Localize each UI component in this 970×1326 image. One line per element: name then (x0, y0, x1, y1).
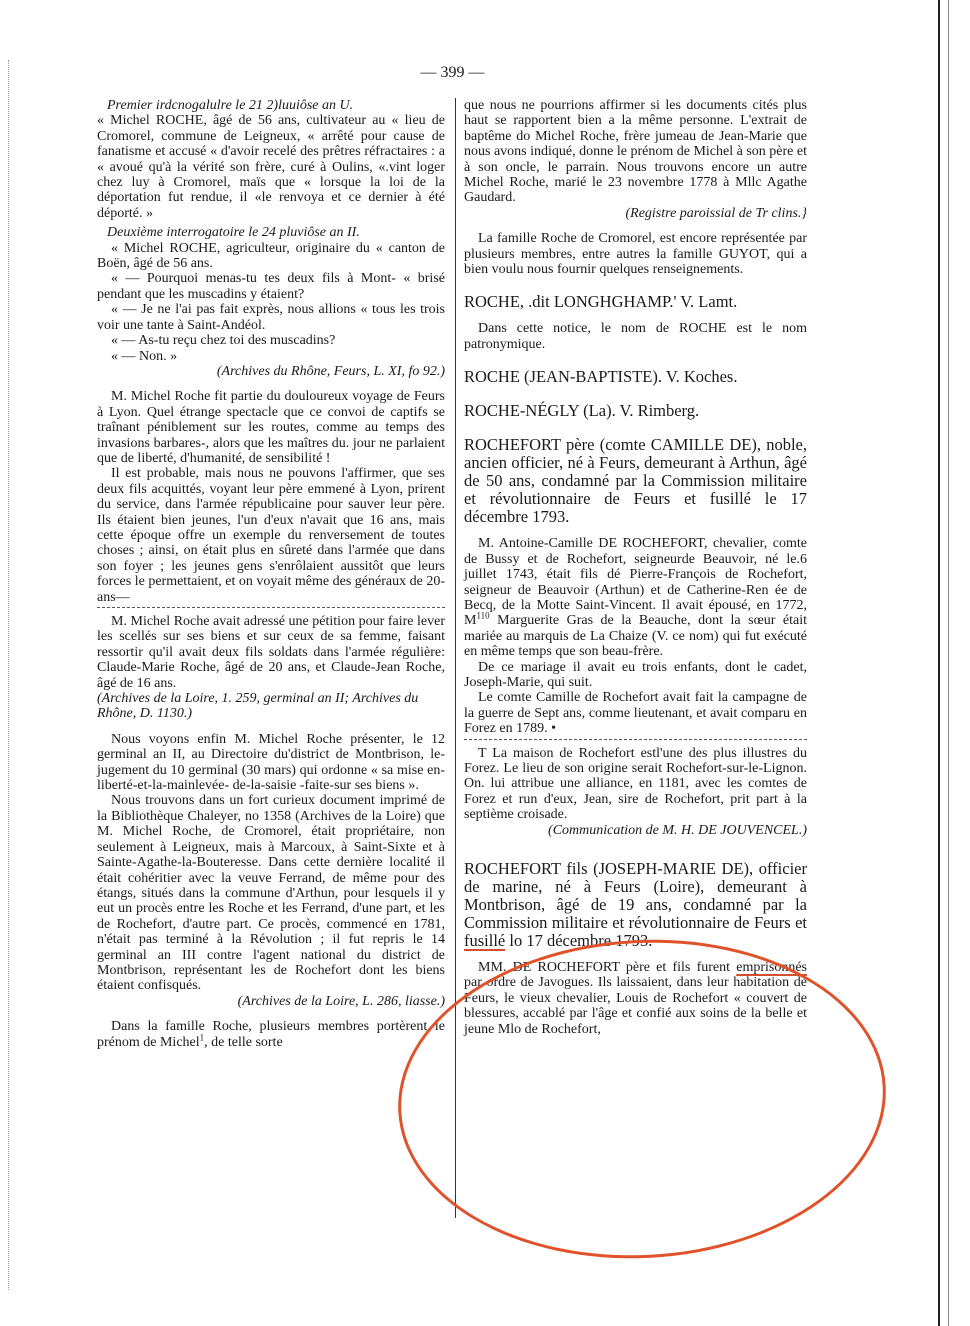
source-citation: (Archives de la Loire, L. 286, liasse.) (237, 993, 445, 1009)
footnote-marker: 1 (199, 1031, 205, 1042)
body-paragraph: MM. DE ROCHEFORT père et fils furent emprisonnés par ordre de Javogues. Ils laissaient, dans leur habitation de Feurs, le vieux chevalier, Louis de Rochefort « couvert de blessures, accablé par l'âge et confié aux soins de la belle et jeune Mlo de Rochefort, (464, 960, 807, 1037)
body-paragraph: M. Michel Roche avait adressé une pétition pour faire lever les scellés sur ses biens et sur ceux de sa femme, faisant ressortir qu'il avait deux fils soldats dans l'armée régulière: Claude-Marie Roche, âgé de 20 ans, et Claude-Jean Roche, âgé de 16 ans. (97, 614, 445, 691)
entry-heading: ROCHEFORT père (comte CAMILLE DE), noble, ancien officier, né à Feurs, demeurant à Arthun, âgé de 50 ans, condamné par la Commission militaire et révolutionnaire de Feurs et fusillé le 17 décembre 1793. (464, 435, 807, 527)
body-paragraph: De ce mariage il avait eu trois enfants, dont le cadet, Joseph-Marie, qui suit. (464, 659, 807, 690)
interrogation-heading-1: Premier irdcnogalulre le 21 2)luuiôse an U. (107, 98, 354, 113)
interrogation-heading-2: Deuxième interrogatoire le 24 pluviôse an II. (107, 225, 360, 241)
underlined-word: emprisonnés (736, 960, 807, 975)
entry-heading: ROCHE (JEAN-BAPTISTE). V. Koches. (464, 367, 738, 387)
quote-paragraph: « — Je ne l'ai pas fait exprès, nous allions « tous les trois voir une tante à Saint-Andéol. (97, 302, 445, 333)
body-paragraph: que nous ne pourrions affirmer si les documents cités plus haut se rapportent bien a la même personne. L'extrait de baptême do Michel Roche, frère jumeau de Jean-Marie que nous avons indiqué, donne le prénom de Michel à son père et à son oncle, le parrain. Nous trouvons encore un autre Michel Roche, marié le 23 novembre 1778 à Mllc Agathe Gaudard. (464, 98, 807, 206)
body-paragraph: La famille Roche de Cromorel, est encore représentée par plusieurs membres, entre autres la famille GUYOT, qui a bien voulu nous fournir quelques renseignements. (464, 231, 807, 278)
body-paragraph: T La maison de Rochefort estl'une des plus illustres du Forez. Le lieu de son origine serait Rochefort-sur-le-Lignon. On. lui attribue une alliance, en 1181, avec les comtes de Forez et run d'eux, Jean, sire de Rochefort, prit part à la septième croisade. (464, 745, 807, 823)
page-number: — 399 — (420, 64, 485, 81)
entry-heading: ROCHE-NÉGLY (La). V. Rimberg. (464, 401, 700, 421)
quote-paragraph: « — Non. » (111, 348, 178, 364)
quote-paragraph: « — As-tu reçu chez toi des muscadins? (111, 333, 336, 349)
superscript: 110 (476, 610, 490, 621)
body-paragraph: M. Michel Roche fit partie du douloureux voyage de Feurs à Lyon. Quel étrange spectacle que ce convoi de captifs se traînant péniblement sur les routes, comme au temps des invasions barbares-, alors que les maîtres du. jour ne parlaient que de liberté, d'humanité, de sensibilité ! (97, 389, 445, 466)
left-margin-line (8, 60, 9, 1290)
body-paragraph: Le comte Camille de Rochefort avait fait la campagne de la guerre de Sept ans, comme lieutenant, et avait comparu en Forez en 1789. • (464, 690, 807, 737)
source-citation: (Communication de M. H. DE JOUVENCEL.) (548, 822, 807, 838)
body-paragraph: Dans la famille Roche, plusieurs membres portèrent le prénom de Michel$^1$, de telle sorte (97, 1019, 445, 1050)
dashed-rule (464, 739, 807, 740)
body-paragraph: Il est probable, mais nous ne pouvons l'affirmer, que ses deux fils acquittés, voyant leur père emmené à Lyon, prirent du service, dans l'armée républicaine pour sauver leur père. Ils étaient bien jeunes, l'un d'eux n'avait que 16 ans, mais cette époque offre un exemple du renversement de toutes choses ; ainsi, on était plus en sûreté dans l'armée que dans son foyer ; les jeunes gens s'enrôlaient aussitôt que leurs forces le permettaient, et on voyait même des généraux de 20-ans— (97, 466, 445, 605)
body-paragraph: M. Antoine-Camille DE ROCHEFORT, chevalier, comte de Bussy et de Rochefort, seigneurde Beauvoir, né le.6 juillet 1743, était fils dé Pierre-François de Rochefort, seigneur de Beauvoir (Arthun) et de Catherine-Ren ée de Becq, de la Motte Saint-Vincent. Il avait épousé, en 1772, M$^{110}$ Marguerite Gras de la Beauche, dont la sœur était mariée au marquis de La Chaize (V. ce nom) qui fut exécuté en même temps que son beau-frère. (464, 536, 807, 660)
source-citation: (Archives du Rhône, Feurs, L. XI, fo 92.) (216, 363, 445, 379)
page-edge-line (948, 0, 949, 1326)
entry-heading: ROCHEFORT fils (JOSEPH-MARIE DE), officier de marine, né à Feurs (Loire), demeurant à Montbrison, âgé de 19 ans, condamné par la Commission militaire et révolutionnaire de Feurs et fusillé lo 17 décembre 1793. (464, 859, 807, 950)
dashed-rule (97, 607, 445, 608)
quote-paragraph: « Michel ROCHE, âgé de 56 ans, cultivateur au « lieu de Cromorel, commune de Leigneux, « arrêté pour cause de fanatisme et accusé « d'avoir recelé des prêtres réfractaires : a « avoué qu'à la vérité son frère, curé à Oulins, «.vint loger chez luy à Cromorel, maïs que « lorsque la loi de la déportation fut rendue, il «le renvoya et ce dernier à été déporté. » (97, 113, 445, 221)
body-paragraph: Dans cette notice, le nom de ROCHE est le nom patronymique. (464, 321, 807, 352)
source-citation: (Archives de la Loire, 1. 259, germinal an II; Archives du Rhône, D. 1130.) (97, 691, 419, 722)
quote-paragraph: « — Pourquoi menas-tu tes deux fils à Mont- « brisé pendant que les muscadins y étaient? (97, 271, 445, 302)
entry-heading: ROCHE, .dit LONGHGHAMP.' V. Lamt. (464, 292, 738, 312)
source-citation: (Registre paroissial de Tr clins.} (625, 205, 807, 221)
quote-paragraph: « Michel ROCHE, agriculteur, originaire du « canton de Boën, âgé de 56 ans. (97, 240, 445, 272)
body-paragraph: Nous voyons enfin M. Michel Roche présenter, le 12 germinal an II, au Directoire du'district de Montbrison, le-jugement du 10 germinal (30 mars) qui ordonne « sa mise en-liberté-et-la-mainlevée- de-la-saisie -faite-sur ses biens ». (97, 731, 445, 794)
page-edge-shadow (938, 0, 940, 1326)
left-column (97, 98, 445, 1050)
body-paragraph: Nous trouvons dans un fort curieux document imprimé de la Bibliothèque Chaleyer, no 1358 (Archives de la Loire) que M. Michel Roche, de Cromorel, était propriétaire, non seulement à Leigneux, mais à Marcoux, à Saint-Sixte et à Sainte-Agathe-la-Bouteresse. Dans cette dernière localité il était cohéritier avec la veuve Ferrand, de même pour des étangs, situés dans la commune d'Arthun, pour lesquels il y eut un procès entre les Roche et les Ferrand, d'une part, et les de Rochefort, d'autre part. Ce procès, commencé en 1781, n'était pas terminé à la Révolution ; il fut repris le 14 germinal an III contre l'agent national du district de Montbrison, représentant les de Rochefort dont les biens étaient confisqués. (97, 793, 445, 994)
underlined-word: fusillé (464, 931, 506, 950)
right-column (464, 98, 807, 1037)
